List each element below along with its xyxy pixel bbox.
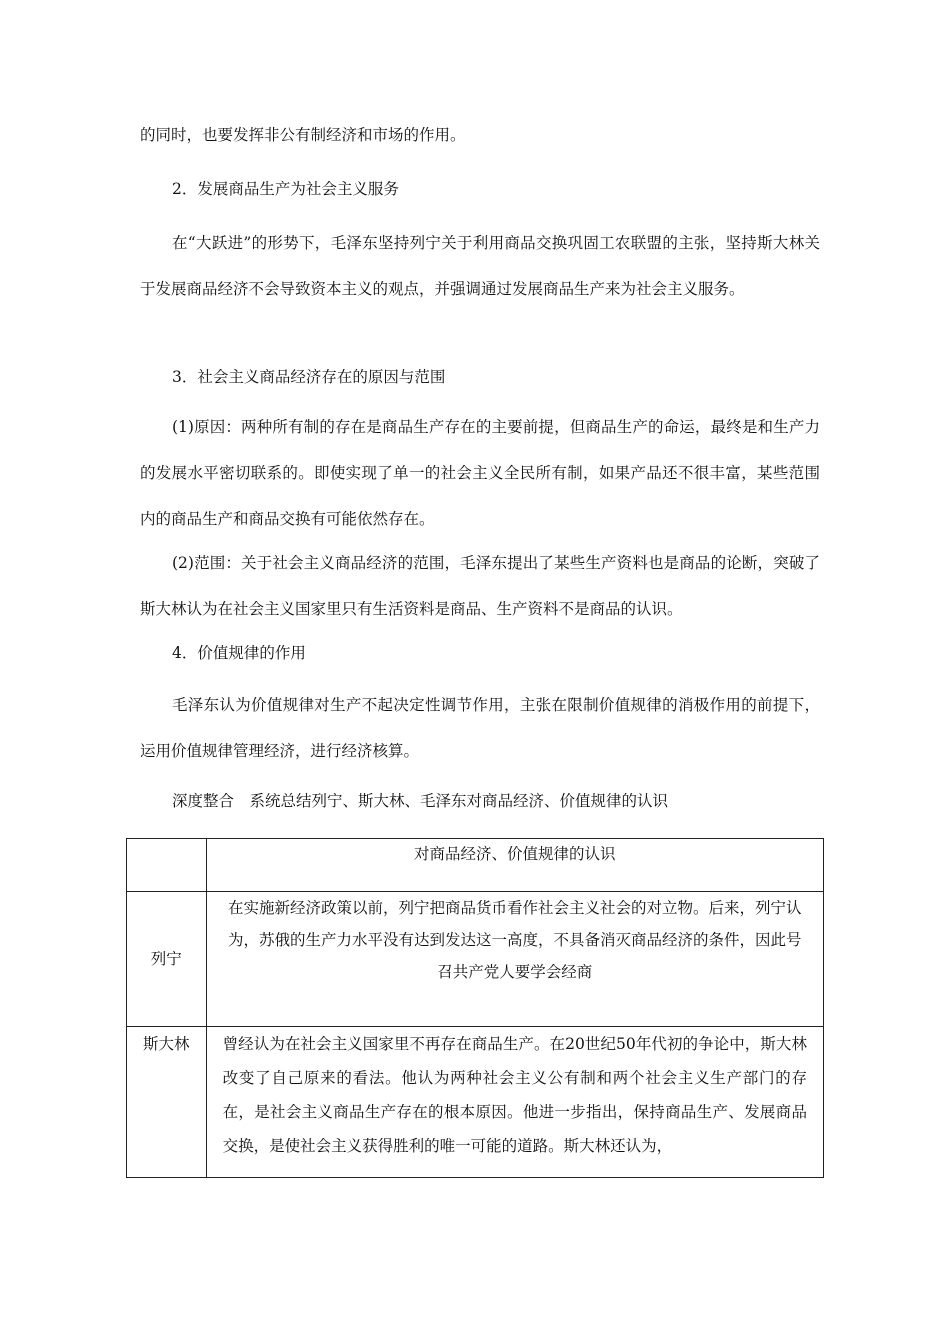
table-header-title: 对商品经济、价值规律的认识 bbox=[206, 839, 823, 892]
section-heading-4: 4．价值规律的作用 bbox=[172, 644, 306, 662]
section-heading-2: 2．发展商品生产为社会主义服务 bbox=[172, 180, 399, 198]
paragraph-value-law: 毛泽东认为价值规律对生产不起决定性调节作用，主张在限制价值规律的消极作用的前提下，运用价值规律管理经济，进行经济核算。 bbox=[140, 696, 820, 760]
table-header-empty bbox=[127, 839, 207, 892]
comparison-table bbox=[126, 838, 824, 1178]
paragraph-reason: (1)原因：两种所有制的存在是商品生产存在的主要前提，但商品生产的命运，最终是和生产力的发展水平密切联系的。即使实现了单一的社会主义全民所有制，如果产品还不很丰富，某些范围内的商品生产和商品交换有可能依然存在。 bbox=[140, 418, 820, 528]
row-label-text: 列宁 bbox=[150, 950, 182, 968]
section-heading-3: 3．社会主义商品经济存在的原因与范围 bbox=[172, 368, 446, 386]
row-content-stalin: 曾经认为在社会主义国家里不再存在商品生产。在20世纪50年代初的争论中，斯大林改变了自己原来的看法。他认为两种社会主义公有制和两个社会主义生产部门的存在，是社会主义商品生产存在的根本原因。他进一步指出，保持商品生产、发展商品交换，是使社会主义获得胜利的唯一可能的道路。斯大林还认为， bbox=[206, 1027, 823, 1178]
row-label-stalin bbox=[127, 1027, 207, 1178]
row-content-lenin: 在实施新经济政策以前，列宁把商品货币看作社会主义社会的对立物。后来，列宁认为，苏俄的生产力水平没有达到发达这一高度，不具备消灭商品经济的条件，因此号召共产党人要学会经商 bbox=[206, 892, 823, 1027]
paragraph-great-leap: 在“大跃进”的形势下，毛泽东坚持列宁关于利用商品交换巩固工农联盟的主张，坚持斯大林关于发展商品经济不会导致资本主义的观点，并强调通过发展商品生产来为社会主义服务。 bbox=[140, 234, 820, 298]
table-row bbox=[127, 1027, 824, 1178]
paragraph-continuation: 的同时，也要发挥非公有制经济和市场的作用。 bbox=[140, 126, 466, 144]
table-row bbox=[127, 892, 824, 1027]
paragraph-scope: (2)范围：关于社会主义商品经济的范围，毛泽东提出了某些生产资料也是商品的论断，突破了斯大林认为在社会主义国家里只有生活资料是商品、生产资料不是商品的认识。 bbox=[140, 554, 820, 618]
row-label-text: 斯大林 bbox=[143, 1035, 190, 1053]
row-label-lenin bbox=[127, 892, 207, 1027]
table-header-row bbox=[127, 839, 824, 892]
table-intro: 深度整合 系统总结列宁、斯大林、毛泽东对商品经济、价值规律的认识 bbox=[172, 792, 669, 810]
